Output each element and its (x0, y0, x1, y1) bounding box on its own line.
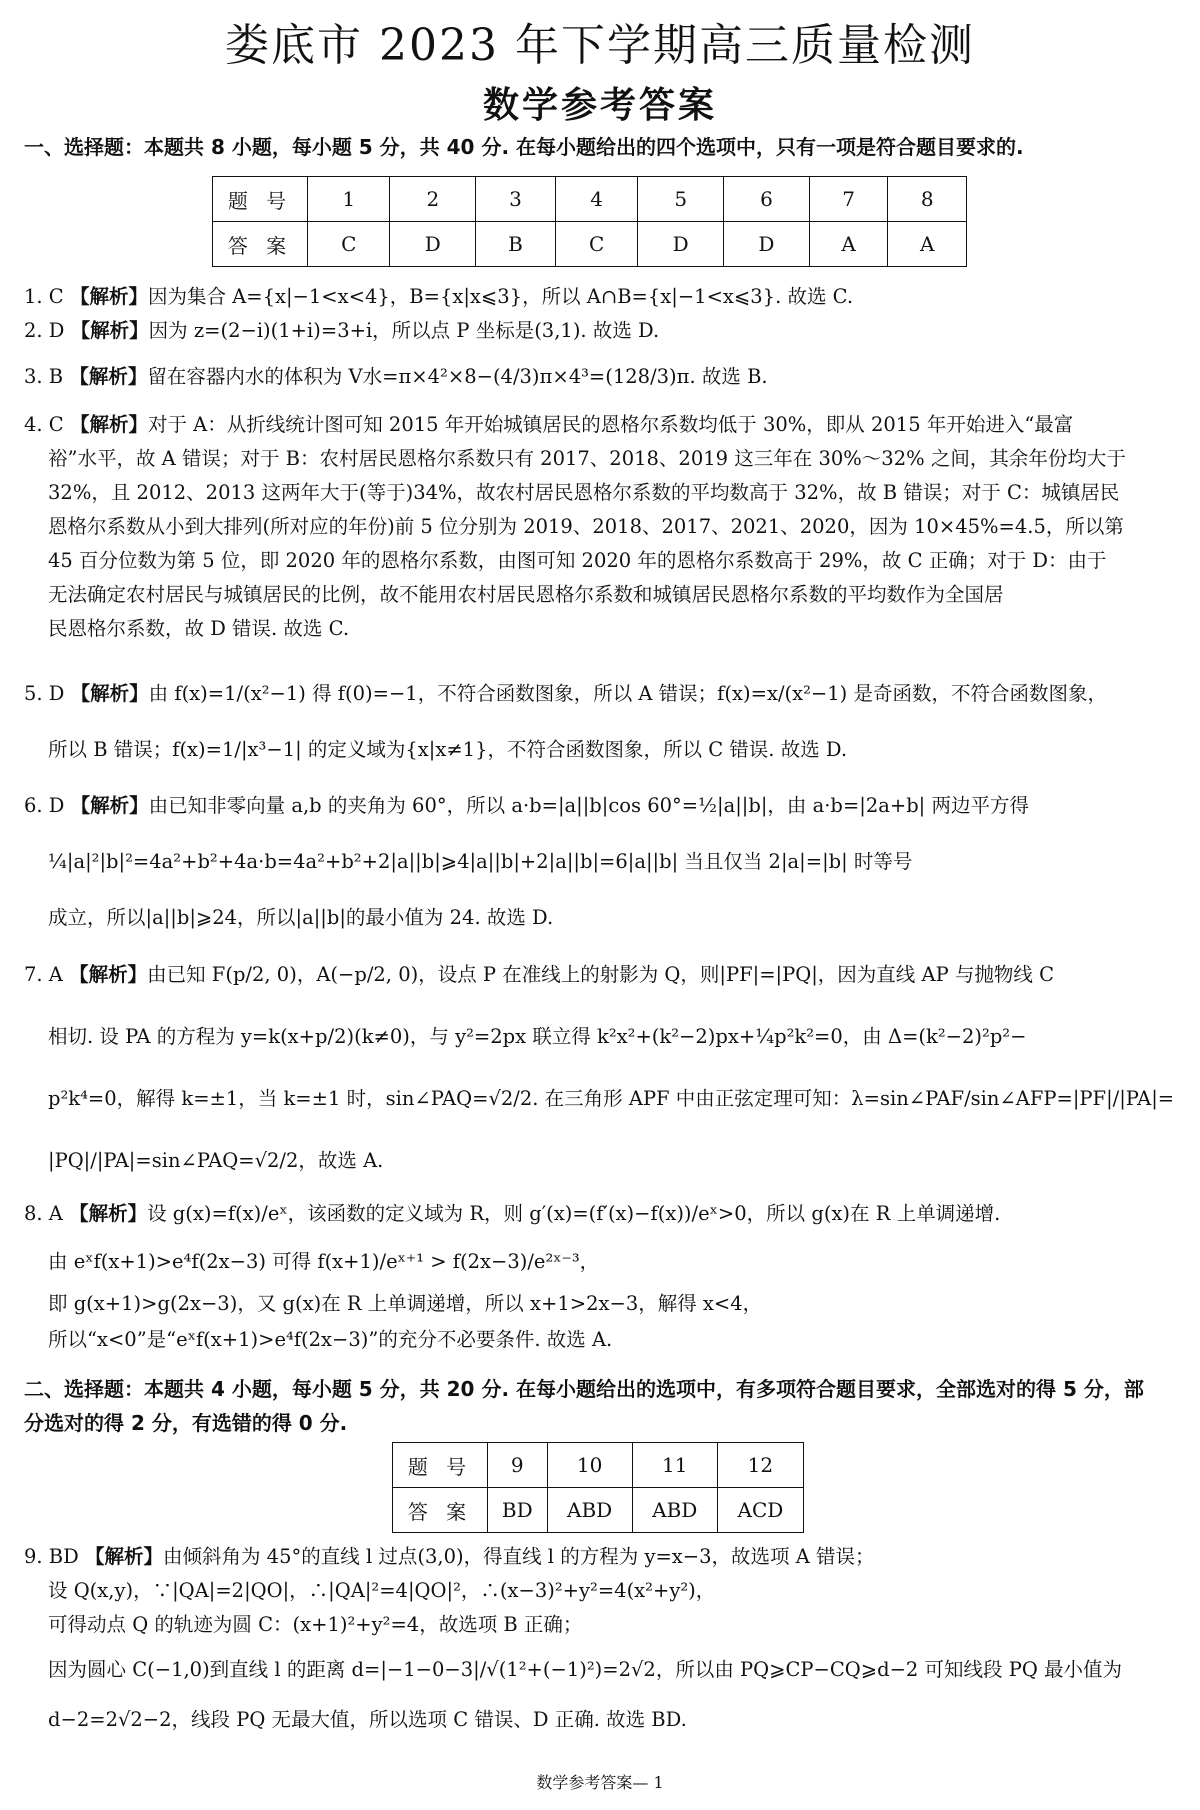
table-cell: B (476, 222, 556, 267)
question-number: 3. B (24, 365, 70, 388)
analysis-text: 可得动点 Q 的轨迹为圆 C：(x+1)²+y²=4，故选项 B 正确； (48, 1613, 583, 1636)
analysis-tag: 【解析】 (69, 1202, 148, 1225)
analysis-tag: 【解析】 (69, 963, 148, 986)
table-cell: 3 (476, 177, 556, 222)
table-row (393, 1488, 804, 1533)
table-header-cell: 题 号 (213, 177, 308, 222)
section1-heading: 一、选择题：本题共 8 小题，每小题 5 分，共 40 分. 在每小题给出的四个选项中，只有一项是符合题目要求的. (24, 135, 1024, 159)
analysis-text: 由 f(x)=1/(x²−1) 得 f(0)=−1，不符合函数图象，所以 A 错误；f(x)=x/(x²−1) 是奇函数，不符合函数图象， (148, 682, 1107, 705)
analysis-text: 所以“x<0”是“eˣf(x+1)>e⁴f(2x−3)”的充分不必要条件. 故选 A. (48, 1328, 613, 1351)
table-row (213, 177, 967, 222)
table-cell: D (390, 222, 476, 267)
table-cell: 8 (888, 177, 967, 222)
table-row (213, 222, 967, 267)
analysis-text: 设 Q(x,y)，∵|QA|=2|QO|，∴|QA|²=4|QO|²，∴(x−3)²+y²=4(x²+y²)， (48, 1579, 716, 1602)
question-number: 7. A (24, 963, 70, 986)
analysis-text: 即 g(x+1)>g(2x−3)，又 g(x)在 R 上单调递增，所以 x+1>2x−3，解得 x<4， (48, 1292, 763, 1315)
table-cell: 10 (547, 1443, 632, 1488)
question-7 (24, 944, 1180, 1192)
section2-heading-line: 分选对的得 2 分，有选错的得 0 分. (24, 1411, 348, 1435)
analysis-text: 因为 z=(2−i)(1+i)=3+i，所以点 P 坐标是(3,1). 故选 D. (148, 319, 660, 342)
question-9 (24, 1540, 1180, 1742)
analysis-text: 无法确定农村居民与城镇居民的比例，故不能用农村居民恩格尔系数和城镇居民恩格尔系数的平均数作为全国居 (48, 583, 1004, 606)
question-number: 2. D (24, 319, 71, 342)
table-cell: 11 (632, 1443, 717, 1488)
page-title: 娄底市 2023 年下学期高三质量检测 (225, 20, 975, 71)
table-cell: C (555, 222, 637, 267)
section1-answer-table (212, 176, 967, 267)
analysis-text: 由已知非零向量 a,b 的夹角为 60°，所以 a·b=|a||b|cos 60°=½|a||b|，由 a·b=|2a+b| 两边平方得 (148, 794, 1029, 817)
page-subtitle: 数学参考答案 (482, 85, 717, 126)
analysis-text: 32%，且 2012、2013 这两年大于(等于)34%，故农村居民恩格尔系数的平均数高于 32%，故 B 错误；对于 C：城镇居民 (48, 481, 1120, 504)
analysis-tag: 【解析】 (84, 1545, 163, 1568)
page-footer: 数学参考答案— 1 (536, 1773, 664, 1792)
analysis-tag: 【解析】 (69, 365, 148, 388)
table-cell: 7 (809, 177, 888, 222)
analysis-tag: 【解析】 (70, 794, 149, 817)
section2-heading (24, 1372, 1180, 1440)
analysis-text: 因为圆心 C(−1,0)到直线 l 的距离 d=|−1−0−3|/√(1²+(−1)²)=2√2，所以由 PQ⩾CP−CQ⩾d−2 可知线段 PQ 最小值为 (48, 1658, 1123, 1681)
table-cell: D (724, 222, 810, 267)
table-cell: 5 (638, 177, 724, 222)
table-cell: ACD (717, 1488, 803, 1533)
table-cell: 1 (308, 177, 390, 222)
question-number: 1. C (24, 285, 70, 308)
table-header-cell: 答 案 (213, 222, 308, 267)
table-cell: C (308, 222, 390, 267)
analysis-tag: 【解析】 (69, 285, 148, 308)
table-header-cell: 答 案 (393, 1488, 488, 1533)
analysis-text: 成立，所以|a||b|⩾24，所以|a||b|的最小值为 24. 故选 D. (48, 906, 554, 929)
analysis-text: 裕”水平，故 A 错误；对于 B：农村居民恩格尔系数只有 2017、2018、2019 这三年在 30%～32% 之间，其余年份均大于 (48, 447, 1126, 470)
analysis-tag: 【解析】 (69, 413, 148, 436)
analysis-text: 留在容器内水的体积为 V水=π×4²×8−(4/3)π×4³=(128/3)π. 故选 B. (147, 365, 768, 388)
table-cell: ABD (632, 1488, 717, 1533)
analysis-tag: 【解析】 (70, 682, 149, 705)
analysis-text: |PQ|/|PA|=sin∠PAQ=√2/2，故选 A. (48, 1149, 384, 1172)
section2-answer-table (392, 1442, 804, 1533)
analysis-text: 所以 B 错误；f(x)=1/|x³−1| 的定义域为{x|x≠1}，不符合函数图象，所以 C 错误. 故选 D. (48, 738, 848, 761)
question-number: 9. BD (24, 1545, 85, 1568)
question-5 (24, 666, 1180, 778)
analysis-tag: 【解析】 (70, 319, 149, 342)
table-cell: BD (488, 1488, 548, 1533)
table-cell: 12 (717, 1443, 803, 1488)
question-4 (24, 408, 1180, 646)
question-3 (24, 360, 1180, 394)
analysis-text: 由已知 F(p/2, 0)，A(−p/2, 0)，设点 P 在准线上的射影为 Q，则|PF|=|PQ|，因为直线 AP 与抛物线 C (147, 963, 1055, 986)
question-number: 4. C (24, 413, 70, 436)
question-8 (24, 1190, 1180, 1358)
analysis-text: ¼|a|²|b|²=4a²+b²+4a·b=4a²+b²+2|a||b|⩾4|a||b|+2|a||b|=6|a||b| 当且仅当 2|a|=|b| 时等号 (48, 850, 913, 873)
question-number: 8. A (24, 1202, 70, 1225)
question-number: 6. D (24, 794, 71, 817)
analysis-text: 民恩格尔系数，故 D 错误. 故选 C. (48, 617, 350, 640)
question-2 (24, 314, 1180, 348)
question-1 (24, 280, 1180, 314)
table-cell: 4 (555, 177, 637, 222)
analysis-text: 由倾斜角为 45°的直线 l 过点(3,0)，得直线 l 的方程为 y=x−3，故选项 A 错误； (162, 1545, 875, 1568)
table-cell: D (638, 222, 724, 267)
question-number: 5. D (24, 682, 71, 705)
analysis-text: 由 eˣf(x+1)>e⁴f(2x−3) 可得 f(x+1)/eˣ⁺¹ > f(2x−3)/e²ˣ⁻³， (48, 1250, 600, 1273)
analysis-text: p²k⁴=0，解得 k=±1，当 k=±1 时，sin∠PAQ=√2/2. 在三角形 APF 中由正弦定理可知：λ=sin∠PAF/sin∠AFP=|PF|/|PA|= (48, 1087, 1175, 1110)
analysis-text: 45 百分位数为第 5 位，即 2020 年的恩格尔系数，由图可知 2020 年的恩格尔系数高于 29%，故 C 正确；对于 D：由于 (48, 549, 1107, 572)
table-cell: ABD (547, 1488, 632, 1533)
table-cell: A (809, 222, 888, 267)
table-cell: 9 (488, 1443, 548, 1488)
table-cell: 6 (724, 177, 810, 222)
analysis-text: 恩格尔系数从小到大排列(所对应的年份)前 5 位分别为 2019、2018、2017、2021、2020，因为 10×45%=4.5，所以第 (48, 515, 1124, 538)
table-cell: A (888, 222, 967, 267)
table-cell: 2 (390, 177, 476, 222)
question-6 (24, 778, 1180, 946)
analysis-text: 相切. 设 PA 的方程为 y=k(x+p/2)(k≠0)，与 y²=2px 联立得 k²x²+(k²−2)px+¼p²k²=0，由 Δ=(k²−2)²p²− (48, 1025, 1027, 1048)
analysis-text: 因为集合 A={x|−1<x<4}，B={x|x⩽3}，所以 A∩B={x|−1<x⩽3}. 故选 C. (147, 285, 854, 308)
table-header-cell: 题 号 (393, 1443, 488, 1488)
section2-heading-line: 二、选择题：本题共 4 小题，每小题 5 分，共 20 分. 在每小题给出的选项中，有多项符合题目要求，全部选对的得 5 分，部 (24, 1377, 1144, 1401)
analysis-text: d−2=2√2−2，线段 PQ 无最大值，所以选项 C 错误、D 正确. 故选 BD. (48, 1708, 687, 1731)
analysis-text: 对于 A：从折线统计图可知 2015 年开始城镇居民的恩格尔系数均低于 30%，即从 2015 年开始进入“最富 (147, 413, 1074, 436)
analysis-text: 设 g(x)=f(x)/eˣ，该函数的定义域为 R，则 g′(x)=(f′(x)−f(x))/eˣ>0，所以 g(x)在 R 上单调递增. (147, 1202, 1001, 1225)
table-row (393, 1443, 804, 1488)
